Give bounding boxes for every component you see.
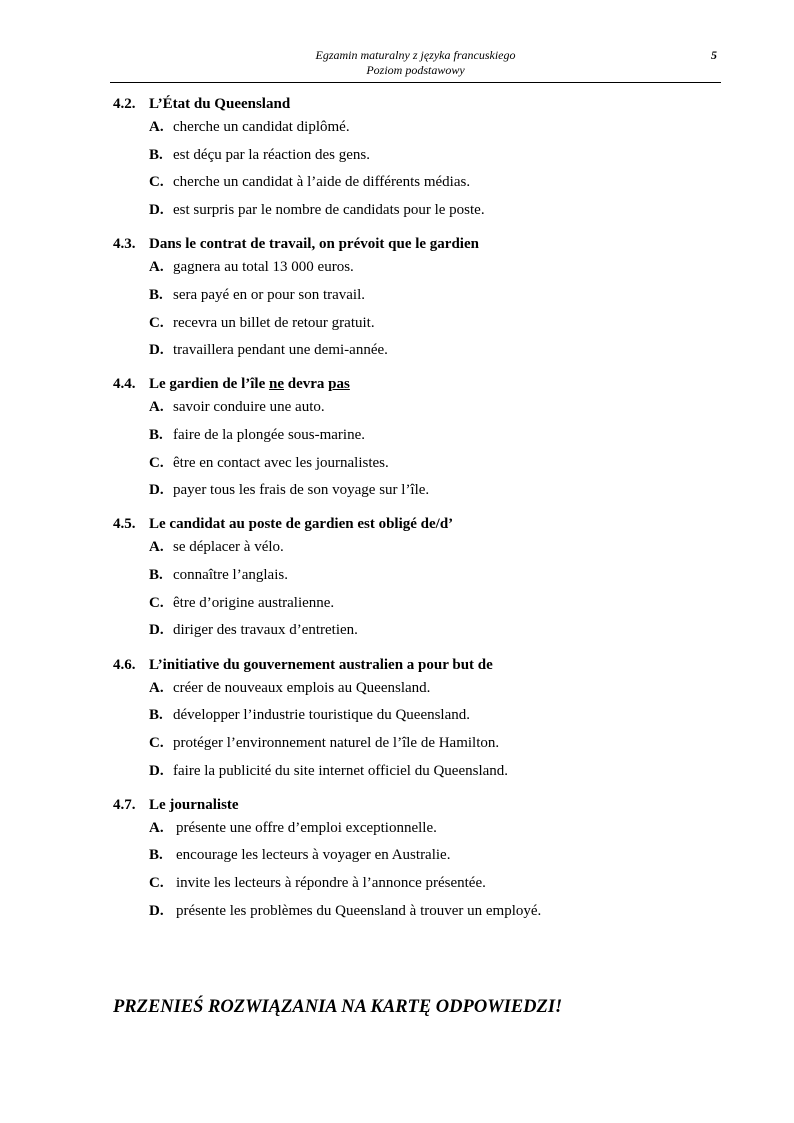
option-b [113,562,713,590]
option-text: cherche un candidat à l’aide de différents médias. [173,174,471,191]
question-4-5 [113,514,713,645]
question-text: Le journaliste [149,796,239,813]
question-prompt [113,655,713,675]
question-number: 4.6. [113,656,136,673]
option-text: invite les lecteurs à répondre à l’annonce présentée. [176,875,486,892]
question-4-7 [113,795,713,926]
option-text: se déplacer à vélo. [173,539,284,556]
option-b [113,282,713,310]
option-text: faire la publicité du site internet officiel du Queensland. [173,762,509,779]
question-number: 4.5. [113,516,136,533]
option-text: connaître l’anglais. [173,567,288,584]
option-text: est déçu par la réaction des gens. [173,146,370,163]
option-letter: B. [149,426,163,443]
option-text: encourage les lecteurs à voyager en Australie. [176,847,451,864]
option-letter: B. [149,146,163,163]
option-letter: C. [149,734,164,751]
option-b [113,842,713,870]
option-letter: B. [149,847,163,864]
option-text: être d’origine australienne. [173,594,335,611]
option-text: protéger l’environnement naturel de l’île de Hamilton. [173,734,500,751]
option-letter: D. [149,482,164,499]
option-c [113,450,713,478]
option-d [113,477,713,505]
option-letter: C. [149,875,164,892]
option-c [113,590,713,618]
option-a [113,815,713,843]
option-a [113,114,713,142]
option-text: recevra un billet de retour gratuit. [173,314,375,331]
option-text: développer l’industrie touristique du Queensland. [173,707,471,724]
option-text: sera payé en or pour son travail. [173,286,366,303]
option-d [113,758,713,786]
option-d [113,197,713,225]
page-header [110,48,721,83]
option-text: est surpris par le nombre de candidats pour le poste. [173,202,485,219]
exam-level: Poziom podstawowy [366,63,465,77]
option-text: présente les problèmes du Queensland à trouver un employé. [176,902,542,919]
option-letter: A. [149,539,164,556]
option-b [113,702,713,730]
option-c [113,730,713,758]
question-number: 4.2. [113,96,136,112]
question-text: Le gardien de l’île [149,376,269,393]
underlined-ne: ne [269,376,284,393]
option-b [113,142,713,170]
question-list [113,94,713,935]
option-text: créer de nouveaux emplois au Queensland. [173,679,431,696]
option-a [113,675,713,703]
question-number: 4.3. [113,236,136,253]
option-letter: A. [149,679,164,696]
question-4-2 [113,94,713,225]
question-prompt [113,514,713,534]
option-b [113,422,713,450]
option-text: gagnera au total 13 000 euros. [173,259,354,276]
option-letter: C. [149,174,164,191]
question-prompt [113,234,713,254]
option-text: présente une offre d’emploi exceptionnelle. [176,819,437,836]
option-a [113,394,713,422]
transfer-answers-instruction: PRZENIEŚ ROZWIĄZANIA NA KARTĘ ODPOWIEDZI! [113,997,563,1017]
option-c [113,870,713,898]
option-d [113,337,713,365]
question-number: 4.4. [113,376,136,393]
option-letter: B. [149,707,163,724]
option-d [113,898,713,926]
exam-title: Egzamin maturalny z języka francuskiego [315,48,516,62]
question-4-4 [113,374,713,505]
option-letter: D. [149,342,164,359]
option-letter: B. [149,567,163,584]
question-text-middle: devra [284,376,329,393]
option-a [113,254,713,282]
option-letter: D. [149,762,164,779]
option-text: travaillera pendant une demi-année. [173,342,388,359]
question-text: Dans le contrat de travail, on prévoit que le gardien [149,236,479,253]
option-text: savoir conduire une auto. [173,399,325,416]
option-text: être en contact avec les journalistes. [173,454,389,471]
option-c [113,310,713,338]
option-letter: D. [149,902,164,919]
question-number: 4.7. [113,796,136,813]
question-prompt [113,374,713,394]
option-letter: B. [149,286,163,303]
option-letter: A. [149,819,164,836]
option-letter: A. [149,399,164,416]
option-letter: A. [149,259,164,276]
question-text: L’État du Queensland [149,96,291,112]
question-4-3 [113,234,713,365]
question-prompt [113,795,713,815]
question-4-6 [113,655,713,786]
option-text: faire de la plongée sous-marine. [173,426,366,443]
question-text: Le candidat au poste de gardien est obligé de/d’ [149,516,454,533]
page-number: 5 [711,48,717,62]
option-letter: D. [149,622,164,639]
option-letter: C. [149,594,164,611]
option-letter: C. [149,314,164,331]
option-d [113,617,713,645]
option-a [113,534,713,562]
option-text: diriger des travaux d’entretien. [173,622,358,639]
option-text: payer tous les frais de son voyage sur l’île. [173,482,430,499]
question-prompt [113,94,713,114]
option-c [113,169,713,197]
question-text: L’initiative du gouvernement australien a pour but de [149,656,493,673]
option-letter: D. [149,202,164,219]
option-letter: C. [149,454,164,471]
option-letter: A. [149,119,164,135]
option-text: cherche un candidat diplômé. [173,119,350,135]
underlined-pas: pas [328,376,350,393]
